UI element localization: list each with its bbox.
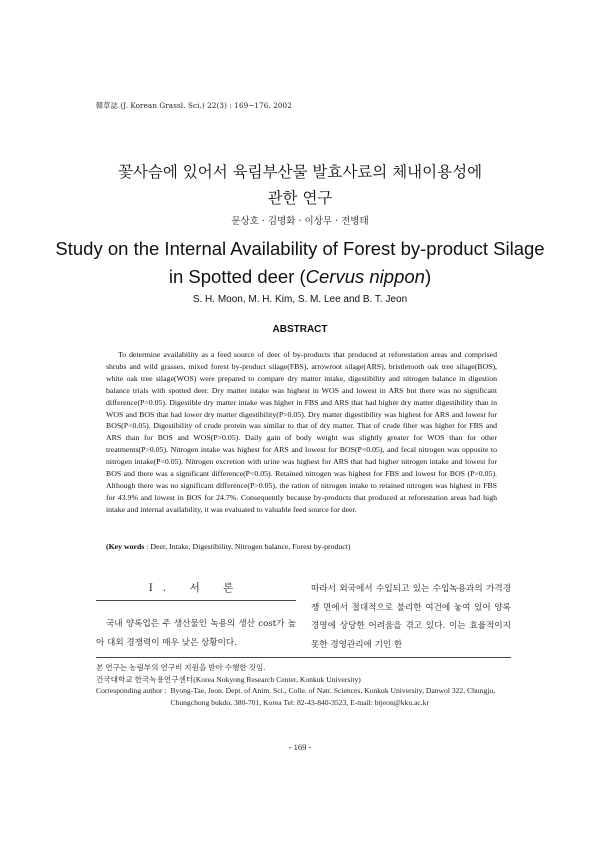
- abstract-body: [106, 349, 497, 516]
- footnote-divider: [96, 657, 511, 658]
- title-english-line-1: Study on the Internal Availability of Forest by-product Silage: [55, 238, 545, 259]
- section-heading-introduction: Ⅰ. 서 론: [96, 580, 296, 601]
- intro-paragraph-right: 따라서 외국에서 수입되고 있는 수입녹용과의 가격경쟁 면에서 절대적으로 불리한 여건에 놓여 있어 양록 경영에 상당한 어려움을 겪고 있다. 이는 효율적이지 못한 경영관리에 기인 한: [311, 584, 511, 650]
- footnotes: [96, 662, 511, 708]
- left-column: [96, 580, 296, 653]
- title-english-prefix: in Spotted deer (: [168, 266, 306, 287]
- footnote-affiliation: 건국대학교 한국녹용연구센터(Korea Nokyong Research Center, Konkuk University): [96, 674, 361, 684]
- title-korean-line-1: 꽃사슴에 있어서 육림부산물 발효사료의 체내이용성에: [117, 163, 483, 181]
- title-korean-line-2: 관한 연구: [267, 189, 333, 207]
- intro-paragraph-left: 국내 양록업은 주 생산물인 녹용의 생산 cost가 높아 대외 경쟁력이 매우 낮은 상황이다.: [96, 619, 296, 648]
- journal-citation: 韓草誌 (J. Korean Grassl. Sci.) 22(3) : 169~176, 2002: [96, 101, 292, 110]
- corresponding-author-label: Corresponding author :: [96, 686, 167, 696]
- keywords-text: : Deer, Intake, Digestibility, Nitrogen balance, Forest by-product): [144, 542, 351, 551]
- authors-english: S. H. Moon, M. H. Kim, S. M. Lee and B. T. Jeon: [192, 294, 408, 305]
- keywords-label: (Key words: [106, 542, 145, 551]
- abstract-heading: ABSTRACT: [272, 324, 328, 335]
- footnote-funding: 본 연구는 농림부의 연구비 지원을 받아 수행한 것임.: [96, 663, 266, 672]
- title-english-suffix: ): [424, 266, 432, 287]
- keywords: [106, 542, 506, 551]
- species-name: Cervus nippon: [305, 266, 425, 287]
- title-english-line-2: [0, 266, 600, 288]
- corresponding-author-details: Byong-Tae, Jeon. Dept. of Anim. Sci., Colle. of Natr. Sciences, Konkuk University, Danwol 322, Chungju, Chungchong bukdo, 380-701, Korea Tel: 82-43-840-3523, E-mail: btjeon@kku.ac.kr: [170, 686, 496, 707]
- page-number: - 169 -: [288, 742, 312, 752]
- authors-korean: 문상호 · 김명화 · 이상무 · 전병태: [231, 216, 369, 227]
- abstract-text: To determine availability as a feed source of deer of by-products that produced at reforestation areas and comprised shrubs and wild grasses, mixed forest by-product silage(FBS), arrowroot silage(ARS), bristletooth oak tree silage(BOS), white oak tree silage(WOS) were prepared to compare dry matter intake, digestibility and nitrogen balance in digestion balance trials with spotted deer. Dry matter intake was highest in WOS and lowest in ARS but there was no significant difference(P>0.05). Digestible dry matter intake was higher in FBS and ARS that had higher dry matter digestibility than in WOS and BOS that had lower dry matter digestibility(P>0.05). Dry matter digestibility was highest for ARS and lowest for BOS(P<0.05). Digestibility of crude protein was similar to that of dry matter. That of crude fiber was higher for FBS and ARS than for BOS and WOS(P>0.05). Daily gain of body weight was slightly greater for WOS than for other treatments(P>0.05). Nitrogen intake was highest for ARS and lowest for BOS(P<0.05), and fecal nitrogen was opposite to nitrogen intake(P<0.05). Nitrogen excretion with urine was highest for ARS that had higher nitrogen intake and lowest for BOS and there was a significant difference(P<0.05). Retained nitrogen was highest for FBS and lowest for BOS (P>0.05). Although there was no significant difference(P>0.05), the ration of nitrogen intake to retained nitrogen was highest in FBS for 43.9% and lowest in BOS for 24.7%. Consequently because by-products that produced at reforestation areas had high intake and internal availability, it was evaluated to valuable feed source for deer.: [106, 350, 497, 514]
- footnote-corresponding-author: [96, 685, 511, 708]
